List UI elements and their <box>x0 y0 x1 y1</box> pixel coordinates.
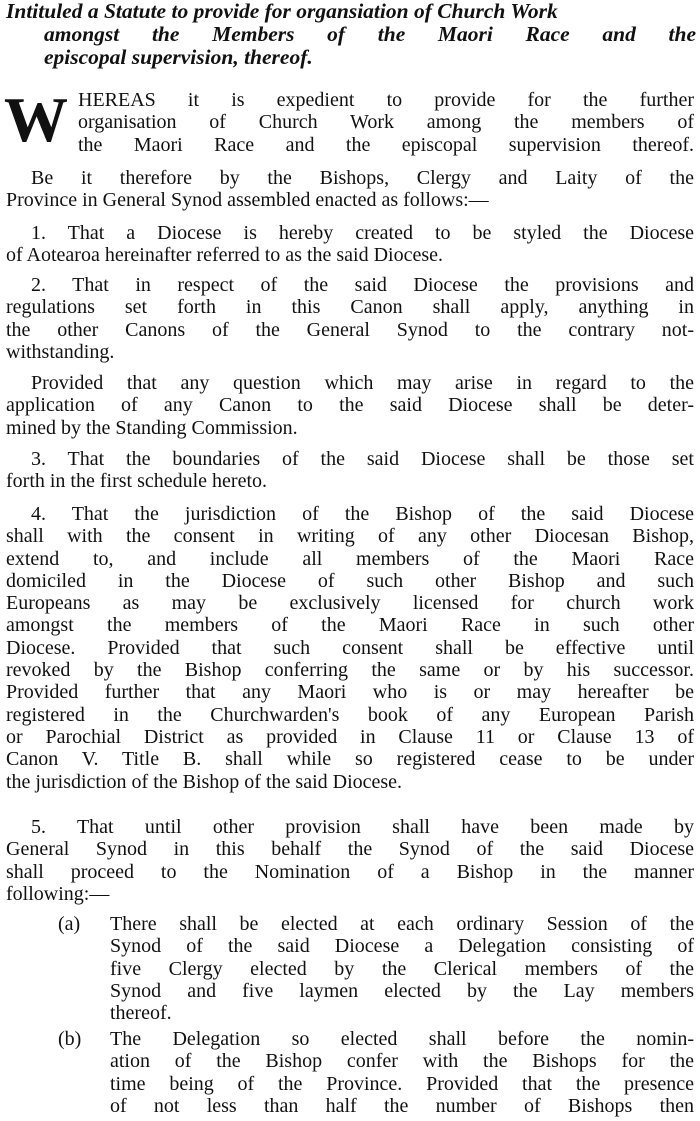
paragraph-line: 4. That the jurisdiction of the Bishop of the said Diocese <box>31 503 694 525</box>
clause-1 <box>6 222 694 267</box>
paragraph-line: ation of the Bishop confer with the Bishops for the <box>110 1050 694 1073</box>
paragraph-line: mined by the Standing Commission. <box>6 416 298 439</box>
paragraph-line: Canon V. Title B. shall while so registered cease to be under <box>6 748 694 771</box>
title-line-2: amongst the Members of the Maori Race and the <box>44 22 696 46</box>
paragraph-line: shall proceed to the Nomination of a Bishop in the manner <box>6 860 694 883</box>
paragraph-line: The Delegation so elected shall before the nomin- <box>110 1028 694 1050</box>
clause-2 <box>6 274 694 363</box>
paragraph-line: Diocese. Provided that such consent shall be effective until <box>6 636 694 659</box>
drop-cap: W <box>4 84 68 155</box>
paragraph-line: amongst the members of the Maori Race in such other <box>6 614 694 637</box>
paragraph-line: of not less than half the number of Bishops then <box>110 1094 694 1117</box>
paragraph-line: following:— <box>6 882 110 905</box>
paragraph-line: 1. That a Diocese is hereby created to be styled the Diocese <box>31 222 694 244</box>
preamble-line: organisation of Church Work among the members of <box>78 111 694 134</box>
paragraph-line: thereof. <box>110 1002 172 1025</box>
paragraph-line: Province in General Synod assembled enacted as follows:— <box>6 189 489 212</box>
paragraph-line: or Parochial District as provided in Clause 11 or Clause 13 of <box>6 725 694 748</box>
paragraph-line: General Synod in this behalf the Synod of the said Diocese <box>6 838 694 861</box>
paragraph-line: Europeans as may be exclusively licensed for church work <box>6 592 694 615</box>
paragraph-line: registered in the Churchwarden's book of any European Parish <box>6 703 694 726</box>
clause-4 <box>6 503 694 793</box>
paragraph-line: revoked by the Bishop conferring the same or by his successor. <box>6 659 694 682</box>
paragraph-line: forth in the first schedule hereto. <box>6 470 268 493</box>
preamble-line: HEREAS it is expedient to provide for the further <box>78 89 694 111</box>
paragraph-line: extend to, and include all members of the Maori Race <box>6 547 694 570</box>
paragraph-line: the other Canons of the General Synod to the contrary not- <box>6 318 694 341</box>
paragraph-line: shall with the consent in writing of any other Diocesan Bishop, <box>6 525 694 548</box>
paragraph-line: time being of the Province. Provided that the presence <box>110 1072 694 1095</box>
subclause-label: (b) <box>58 1028 82 1050</box>
paragraph-line: Be it therefore by the Bishops, Clergy and Laity of the <box>31 167 694 189</box>
paragraph-line: of Aotearoa hereinafter referred to as the said Diocese. <box>6 244 444 267</box>
paragraph-line: application of any Canon to the said Diocese shall be deter- <box>6 394 694 417</box>
subclause-label: (a) <box>58 913 81 935</box>
paragraph-line: Synod of the said Diocese a Delegation consisting of <box>110 935 694 958</box>
paragraph-line: withstanding. <box>6 340 115 363</box>
paragraph-line: the jurisdiction of the Bishop of the said Diocese. <box>6 770 403 793</box>
preamble-line: the Maori Race and the episcopal supervision thereof. <box>78 133 694 156</box>
paragraph-line: There shall be elected at each ordinary Session of the <box>110 913 694 935</box>
paragraph-line: 3. That the boundaries of the said Diocese shall be those set <box>31 448 694 470</box>
paragraph-line: Provided further that any Maori who is or may hereafter be <box>6 681 694 704</box>
clause-3 <box>6 448 694 493</box>
preamble-paragraph <box>4 84 694 156</box>
clause-5 <box>6 816 694 905</box>
proviso-paragraph <box>6 372 694 439</box>
paragraph-line: domiciled in the Diocese of such other Bishop and such <box>6 569 694 592</box>
enacting-paragraph <box>6 167 694 212</box>
title-line-1: Intituled a Statute to provide for organsiation of Church Work <box>6 0 558 23</box>
paragraph-line: Synod and five laymen elected by the Lay members <box>110 979 694 1002</box>
subclause-a <box>58 913 694 1024</box>
paragraph-line: 5. That until other provision shall have been made by <box>31 816 694 838</box>
paragraph-line: 2. That in respect of the said Diocese the provisions and <box>31 274 694 296</box>
paragraph-line: five Clergy elected by the Clerical members of the <box>110 957 694 980</box>
subclause-b <box>58 1028 694 1117</box>
statute-title <box>6 0 696 69</box>
paragraph-line: regulations set forth in this Canon shall apply, anything in <box>6 296 694 319</box>
paragraph-line: Provided that any question which may arise in regard to the <box>31 372 694 394</box>
title-line-3: episcopal supervision, thereof. <box>44 45 313 69</box>
